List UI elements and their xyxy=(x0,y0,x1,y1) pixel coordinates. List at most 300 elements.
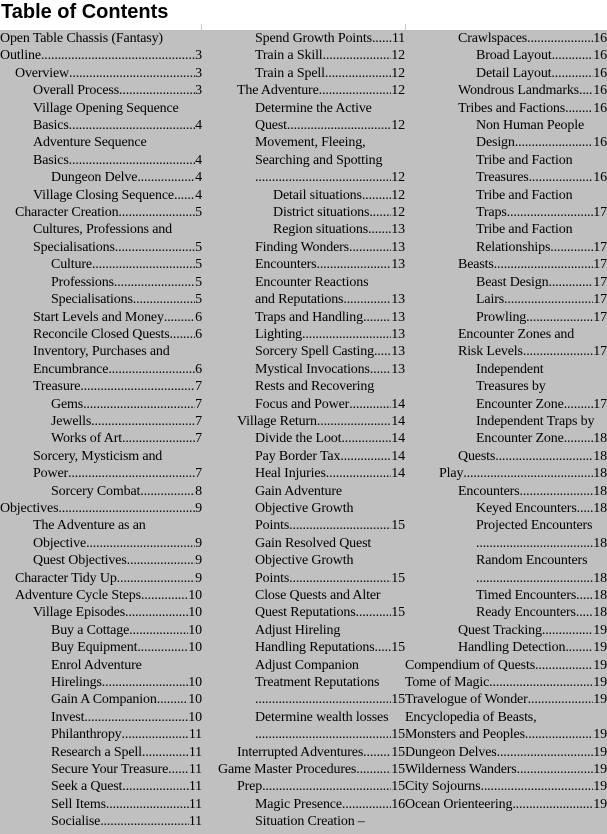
toc-entry[interactable] xyxy=(0,639,202,656)
toc-entry-title: Tribes and Factions xyxy=(458,100,566,116)
toc-entry-title: Travelogue of Wonder xyxy=(405,692,528,708)
dot-leader xyxy=(535,657,593,674)
toc-entry[interactable] xyxy=(218,657,405,709)
toc-entry[interactable] xyxy=(0,709,202,726)
dot-leader xyxy=(164,309,195,326)
dot-leader xyxy=(579,82,593,99)
toc-entry-title: Overview xyxy=(15,65,70,81)
toc-entry[interactable] xyxy=(218,709,405,744)
toc-entry[interactable] xyxy=(0,726,202,743)
toc-entry-page: 5 xyxy=(195,292,202,308)
toc-entry[interactable] xyxy=(0,396,202,413)
dot-leader xyxy=(529,169,594,186)
toc-entry-title: Buy Equipment xyxy=(51,640,138,656)
toc-entry[interactable] xyxy=(0,657,202,692)
toc-entry-title: Encounters xyxy=(458,483,520,499)
toc-entry-title: Relationships xyxy=(476,239,551,255)
toc-entry-page: 18 xyxy=(593,605,607,621)
toc-entry-page: 18 xyxy=(593,570,607,586)
toc-entry-title: Detail Layout xyxy=(476,65,552,81)
toc-entry-title: Inventory, Purchases and xyxy=(33,344,170,360)
toc-entry-title: Divide the Loot xyxy=(255,431,342,447)
dot-leader xyxy=(86,535,195,552)
toc-entry-page: 10 xyxy=(188,640,202,656)
toc-entry-page: 12 xyxy=(391,83,405,99)
toc-entry-title: Gain Resolved Quest xyxy=(255,535,372,551)
dot-leader xyxy=(504,291,593,308)
toc-column-1 xyxy=(0,30,202,831)
dot-leader xyxy=(525,726,593,743)
toc-entry[interactable] xyxy=(405,117,607,152)
toc-entry-title: Treasures xyxy=(476,170,529,186)
toc-entry-page: 3 xyxy=(195,48,202,64)
dot-leader xyxy=(80,378,195,395)
toc-entry[interactable] xyxy=(218,30,405,47)
toc-entry-title: Sorcery Combat xyxy=(51,483,141,499)
toc-entry[interactable] xyxy=(0,326,202,343)
toc-entry-page: 11 xyxy=(188,744,202,760)
toc-entry[interactable] xyxy=(0,430,202,447)
toc-entry-page: 11 xyxy=(188,796,202,812)
toc-entry-title: Sorcery, Mysticism and xyxy=(33,448,163,464)
toc-entry-title: Enrol Adventure xyxy=(51,657,142,673)
toc-entry-title: Points xyxy=(255,570,290,586)
dot-leader xyxy=(368,221,391,238)
toc-entry[interactable] xyxy=(0,483,202,500)
toc-entry-page: 6 xyxy=(195,326,202,342)
toc-entry-title: Design xyxy=(476,135,515,151)
toc-entry[interactable] xyxy=(0,796,202,813)
toc-entry-page: 15 xyxy=(391,605,405,621)
toc-entry[interactable] xyxy=(218,256,405,273)
toc-entry[interactable] xyxy=(0,691,202,708)
toc-entry-page: 10 xyxy=(188,605,202,621)
toc-entry[interactable] xyxy=(405,657,607,674)
toc-entry-title: Random Encounters xyxy=(476,553,588,569)
toc-entry-page: 10 xyxy=(188,675,202,691)
toc-entry[interactable] xyxy=(0,778,202,795)
toc-entry-page: 4 xyxy=(195,118,202,134)
dot-leader xyxy=(287,117,391,134)
toc-entry[interactable] xyxy=(0,448,202,483)
dot-leader xyxy=(550,239,593,256)
toc-entry[interactable] xyxy=(0,343,202,378)
toc-entry[interactable] xyxy=(405,256,607,273)
toc-entry[interactable] xyxy=(0,291,202,308)
toc-entry-title: Traps and Handling xyxy=(255,309,364,325)
dot-leader xyxy=(118,204,195,221)
toc-entry-page: 15 xyxy=(391,640,405,656)
toc-entry-title: Reconcile Closed Quests xyxy=(33,326,170,342)
toc-entry-page: 5 xyxy=(195,257,202,273)
toc-entry[interactable] xyxy=(0,378,202,395)
dot-leader xyxy=(519,483,593,500)
dot-leader xyxy=(69,65,195,82)
toc-entry-title: Objective Growth xyxy=(255,500,354,516)
toc-entry-title: Gain A Companion xyxy=(51,692,157,708)
toc-entry-page: 13 xyxy=(391,222,405,238)
toc-entry[interactable] xyxy=(0,82,202,99)
toc-entry-title: Lairs xyxy=(476,292,505,308)
toc-entry[interactable] xyxy=(218,483,405,535)
toc-entry-page: 19 xyxy=(593,622,607,638)
toc-entry-page: 13 xyxy=(391,292,405,308)
toc-entry[interactable] xyxy=(218,761,405,778)
toc-entry-page: 13 xyxy=(391,361,405,377)
dot-leader xyxy=(137,169,195,186)
toc-entry[interactable] xyxy=(0,256,202,273)
toc-entry-page: 15 xyxy=(391,727,405,743)
dot-leader xyxy=(319,82,392,99)
toc-entry-title: Buy a Cottage xyxy=(51,622,130,638)
dot-leader xyxy=(115,239,195,256)
toc-entry[interactable] xyxy=(218,187,405,204)
toc-entry-page: 7 xyxy=(195,396,202,412)
toc-entry-page: 3 xyxy=(195,65,202,81)
toc-entry-page: 18 xyxy=(593,431,607,447)
toc-entry-page: 14 xyxy=(391,448,405,464)
toc-entry-title: Train a Skill xyxy=(255,48,323,64)
toc-entry-page: 19 xyxy=(593,675,607,691)
toc-entry[interactable] xyxy=(218,778,405,795)
toc-entry-page: 13 xyxy=(391,326,405,342)
toc-entry-title: Handling Reputations xyxy=(255,640,375,656)
dot-leader xyxy=(343,291,391,308)
toc-entry[interactable] xyxy=(218,622,405,657)
toc-entry[interactable] xyxy=(405,778,607,795)
toc-entry-page: 19 xyxy=(593,744,607,760)
toc-entry-title: Handling Detection xyxy=(458,640,566,656)
toc-entry-page: 17 xyxy=(593,292,607,308)
toc-entry-title: Hirelings xyxy=(51,675,102,691)
toc-entry-title: Treasures by xyxy=(476,379,546,395)
toc-entry-title: Jewells xyxy=(51,413,92,429)
toc-entry-title: Determine wealth losses xyxy=(255,709,389,725)
toc-entry-page: 7 xyxy=(195,413,202,429)
toc-entry-page: 9 xyxy=(195,535,202,551)
toc-entry-title: Treasure xyxy=(33,379,81,395)
toc-entry[interactable] xyxy=(405,326,607,361)
dot-leader xyxy=(577,500,594,517)
toc-entry-page: 6 xyxy=(195,361,202,377)
toc-entry-page: 11 xyxy=(391,31,405,46)
toc-entry[interactable] xyxy=(0,134,202,169)
dot-leader xyxy=(141,587,188,604)
toc-entry-title: Character Creation xyxy=(15,205,119,221)
toc-entry[interactable] xyxy=(405,604,607,621)
toc-entry[interactable] xyxy=(218,221,405,238)
dot-leader xyxy=(317,413,391,430)
toc-entry-page: 19 xyxy=(593,762,607,778)
toc-entry[interactable] xyxy=(218,535,405,587)
toc-entry-title: Non Human People xyxy=(476,118,585,134)
toc-entry-page: 13 xyxy=(391,257,405,273)
toc-entry[interactable] xyxy=(405,691,607,708)
toc-entry-title: Village Closing Sequence xyxy=(33,187,174,203)
toc-entry[interactable] xyxy=(218,813,405,830)
toc-entry[interactable] xyxy=(0,500,202,517)
toc-entry-title: Adjust Hireling xyxy=(255,622,341,638)
dot-leader xyxy=(528,691,594,708)
toc-entry-page: 11 xyxy=(188,814,202,830)
toc-entry-title: Spend Growth Points xyxy=(255,31,372,46)
toc-entry-title: Heal Injuries xyxy=(255,466,326,482)
dot-leader xyxy=(349,239,391,256)
toc-entry[interactable] xyxy=(405,587,607,604)
toc-entry[interactable] xyxy=(405,500,607,517)
toc-entry[interactable] xyxy=(0,30,202,47)
toc-entry[interactable] xyxy=(218,239,405,256)
toc-entry-title: Start Levels and Money xyxy=(33,309,164,325)
dot-leader xyxy=(565,639,593,656)
toc-entry[interactable] xyxy=(0,813,202,830)
toc-entry[interactable] xyxy=(0,604,202,621)
toc-entry-page: 16 xyxy=(593,83,607,99)
toc-entry[interactable] xyxy=(405,65,607,82)
toc-entry-page: 4 xyxy=(195,152,202,168)
toc-entry[interactable] xyxy=(405,796,607,813)
toc-entry-title: Invest xyxy=(51,709,85,725)
toc-entry-title: Open Table Chassis (Fantasy) xyxy=(0,31,163,46)
toc-entry-title: Timed Encounters xyxy=(476,588,577,603)
dot-leader xyxy=(174,187,195,204)
toc-entry-page: 15 xyxy=(391,692,405,708)
toc-entry-title: Village Return xyxy=(237,413,317,429)
toc-entry[interactable] xyxy=(0,744,202,761)
toc-entry-page: 14 xyxy=(391,413,405,429)
toc-entry[interactable] xyxy=(0,187,202,204)
toc-entry[interactable] xyxy=(405,221,607,256)
toc-entry-title: Risk Levels xyxy=(458,344,523,360)
toc-entry-page: 11 xyxy=(188,727,202,743)
toc-entry-page: 15 xyxy=(391,744,405,760)
toc-entry[interactable] xyxy=(0,413,202,430)
toc-entry-page: 17 xyxy=(593,257,607,273)
toc-entry[interactable] xyxy=(0,570,202,587)
toc-entry-page: 16 xyxy=(593,100,607,116)
dot-leader xyxy=(255,691,391,708)
dot-leader xyxy=(356,604,392,621)
dot-leader xyxy=(127,552,196,569)
toc-entry[interactable] xyxy=(405,100,607,117)
toc-entry[interactable] xyxy=(0,761,202,778)
dot-leader xyxy=(363,309,391,326)
dot-leader xyxy=(323,47,392,64)
toc-entry-page: 9 xyxy=(195,500,202,516)
toc-entry[interactable] xyxy=(405,517,607,552)
dot-leader xyxy=(106,796,189,813)
toc-entry-page: 5 xyxy=(195,274,202,290)
toc-entry[interactable] xyxy=(405,552,607,587)
toc-entry[interactable] xyxy=(218,430,405,447)
toc-entry-title: Dungeon Delves xyxy=(405,744,497,760)
toc-entry[interactable] xyxy=(405,709,607,744)
toc-entry[interactable] xyxy=(0,47,202,64)
toc-entry[interactable] xyxy=(405,448,607,465)
dot-leader xyxy=(565,100,593,117)
toc-entry-title: Encounter Reactions xyxy=(255,274,369,290)
toc-entry[interactable] xyxy=(405,744,607,761)
toc-entry-title: Ready Encounters xyxy=(476,605,576,621)
toc-entry[interactable] xyxy=(405,309,607,326)
toc-entry-page: 18 xyxy=(593,500,607,516)
toc-entry-page: 17 xyxy=(593,274,607,290)
dot-leader xyxy=(576,587,593,604)
toc-entry[interactable] xyxy=(405,47,607,64)
toc-entry[interactable] xyxy=(0,204,202,221)
toc-entry[interactable] xyxy=(218,465,405,482)
toc-entry[interactable] xyxy=(218,587,405,622)
toc-entry[interactable] xyxy=(405,361,607,413)
toc-entry[interactable] xyxy=(218,796,405,813)
toc-entry[interactable] xyxy=(405,622,607,639)
toc-entry[interactable] xyxy=(218,413,405,430)
dot-leader xyxy=(476,535,593,552)
dot-leader xyxy=(133,291,195,308)
toc-entry-page: 4 xyxy=(195,187,202,203)
toc-entry-title: Encumbrance xyxy=(33,361,109,377)
toc-entry-title: Region situations xyxy=(273,222,369,238)
toc-entry[interactable] xyxy=(218,47,405,64)
toc-entry[interactable] xyxy=(0,517,202,552)
dot-leader xyxy=(84,709,188,726)
toc-entry[interactable] xyxy=(405,152,607,187)
dot-leader xyxy=(512,796,593,813)
toc-entry[interactable] xyxy=(405,82,607,99)
toc-entry[interactable] xyxy=(0,309,202,326)
toc-entry-page: 17 xyxy=(593,396,607,412)
toc-entry[interactable] xyxy=(218,448,405,465)
toc-entry-title: and Reputations xyxy=(255,292,344,308)
toc-entry-title: Points xyxy=(255,518,290,534)
dot-leader xyxy=(342,796,391,813)
toc-entry-page: 10 xyxy=(188,709,202,725)
toc-entry[interactable] xyxy=(218,361,405,378)
toc-entry-title: The Adventure as an xyxy=(33,518,146,534)
toc-entry-title: Tome of Magic xyxy=(405,675,490,691)
toc-entry-title: Socialise xyxy=(51,814,101,830)
toc-entry-title: Train a Spell xyxy=(255,65,325,81)
toc-entry-page: 15 xyxy=(391,570,405,586)
dot-leader xyxy=(137,639,188,656)
toc-entry[interactable] xyxy=(0,65,202,82)
toc-entry-title: Specialisations xyxy=(51,292,133,308)
toc-entry[interactable] xyxy=(405,674,607,691)
toc-entry[interactable] xyxy=(0,100,202,135)
toc-entry-page: 19 xyxy=(593,779,607,795)
dot-leader xyxy=(69,117,195,134)
page-title: Table of Contents xyxy=(0,0,607,24)
toc-column-2 xyxy=(218,30,405,831)
toc-entry[interactable] xyxy=(405,291,607,308)
toc-entry-page: 17 xyxy=(593,344,607,360)
toc-entry-page: 13 xyxy=(391,344,405,360)
toc-entry-page: 19 xyxy=(593,727,607,743)
toc-entry-title: Basics xyxy=(33,152,69,168)
toc-entry-title: Philanthropy xyxy=(51,727,122,743)
dot-leader xyxy=(262,778,391,795)
toc-entry-title: Tribe and Faction xyxy=(476,152,573,168)
dot-leader xyxy=(83,396,195,413)
toc-entry[interactable] xyxy=(218,65,405,82)
toc-entry[interactable] xyxy=(218,744,405,761)
toc-entry-title: Rests and Recovering xyxy=(255,379,375,395)
dot-leader xyxy=(542,622,593,639)
toc-entry-title: Mystical Invocations xyxy=(255,361,370,377)
toc-entry[interactable] xyxy=(405,413,607,448)
toc-entry[interactable] xyxy=(218,82,405,99)
toc-entry[interactable] xyxy=(405,187,607,222)
toc-entry[interactable] xyxy=(218,134,405,186)
toc-entry-title: Character Tidy Up xyxy=(15,570,117,586)
toc-entry[interactable] xyxy=(218,343,405,360)
toc-entry-title: Gems xyxy=(51,396,84,412)
toc-entry[interactable] xyxy=(218,326,405,343)
toc-entry[interactable] xyxy=(405,274,607,291)
toc-entry-title: Searching and Spotting xyxy=(255,152,383,168)
toc-entry-page: 7 xyxy=(195,466,202,482)
toc-entry[interactable] xyxy=(218,309,405,326)
toc-entry[interactable] xyxy=(405,639,607,656)
toc-entry-title: Specialisations xyxy=(33,239,115,255)
toc-entry-title: Projected Encounters xyxy=(476,518,593,534)
toc-entry-title: Treatment Reputations xyxy=(255,675,380,691)
toc-entry-page: 18 xyxy=(593,535,607,551)
toc-entry[interactable] xyxy=(218,378,405,413)
toc-entry-title: Dungeon Delve xyxy=(51,170,138,186)
toc-entry[interactable] xyxy=(0,221,202,256)
dot-leader xyxy=(564,430,594,447)
toc-entry[interactable] xyxy=(405,30,607,47)
toc-entry[interactable] xyxy=(0,622,202,639)
toc-entry-page: 14 xyxy=(391,396,405,412)
toc-entry-page: 5 xyxy=(195,239,202,255)
toc-entry[interactable] xyxy=(218,204,405,221)
toc-entry-title: Objectives xyxy=(0,500,59,516)
toc-entry[interactable] xyxy=(0,169,202,186)
dot-leader xyxy=(370,361,391,378)
toc-entry-page: 13 xyxy=(391,309,405,325)
toc-entry-page: 16 xyxy=(593,170,607,186)
toc-entry-title: Traps xyxy=(476,205,507,221)
toc-entry[interactable] xyxy=(0,587,202,604)
dot-leader xyxy=(340,448,391,465)
toc-entry[interactable] xyxy=(0,274,202,291)
toc-entry-page: 11 xyxy=(188,762,202,778)
dot-leader xyxy=(356,761,391,778)
toc-entry[interactable] xyxy=(218,100,405,135)
toc-entry-title: Encyclopedia of Beasts, xyxy=(405,709,537,725)
toc-entry-title: Tribe and Faction xyxy=(476,222,573,238)
toc-entry[interactable] xyxy=(0,552,202,569)
dot-leader xyxy=(316,256,391,273)
dot-leader xyxy=(551,65,593,82)
toc-entry[interactable] xyxy=(405,761,607,778)
dot-leader xyxy=(517,761,594,778)
toc-entry-page: 12 xyxy=(391,65,405,81)
toc-entry[interactable] xyxy=(405,483,607,500)
toc-entry-title: Village Opening Sequence xyxy=(33,100,179,116)
toc-entry-page: 7 xyxy=(195,379,202,395)
toc-column-3 xyxy=(405,30,607,813)
dot-leader xyxy=(495,448,593,465)
dot-leader xyxy=(374,343,391,360)
toc-entry-title: Adventure Cycle Steps xyxy=(15,588,141,603)
dot-leader xyxy=(527,30,593,47)
toc-entry[interactable] xyxy=(405,465,607,482)
toc-entry[interactable] xyxy=(218,274,405,309)
dot-leader xyxy=(497,744,594,761)
